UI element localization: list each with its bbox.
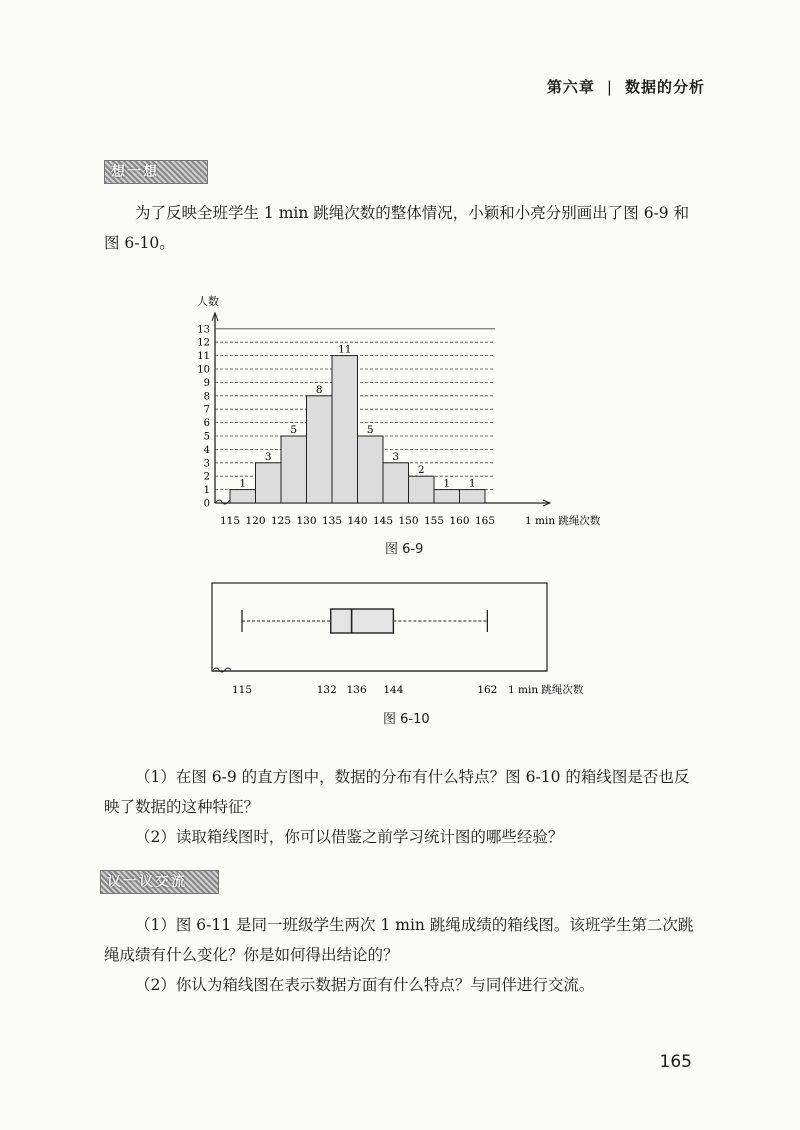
bar-value-label: 1 [443,477,451,490]
bar-value-label: 1 [468,477,476,490]
boxplot-tick-label: 136 [346,684,367,696]
y-tick-label: 1 [203,485,210,497]
header-separator: | [606,78,613,96]
section-tag-discuss: 议一议交流 [100,870,219,894]
x-tick-label: 125 [270,515,292,527]
x-tick-label: 150 [398,515,419,527]
boxplot-tick-label: 132 [316,684,337,696]
histogram-bar [460,490,486,503]
x-tick-label: 155 [423,515,445,527]
bar-value-label: 3 [392,450,400,463]
y-tick-label: 6 [203,418,210,430]
boxplot-figure [190,575,630,700]
x-tick-label: 115 [219,515,241,527]
x-tick-label: 135 [321,515,343,527]
x-tick-label: 165 [474,515,496,527]
questions-block-2 [104,910,704,1000]
histogram-bar [332,356,358,503]
page-number: 165 [659,1052,692,1072]
bar-value-label: 3 [264,450,272,463]
bar-value-label: 5 [366,424,374,436]
y-tick-label: 2 [203,471,210,483]
section-tag-think: 想一想 [104,160,208,184]
x-tick-label: 160 [449,515,470,527]
question-2-2: （2）你认为箱线图在表示数据方面有什么特点？与同伴进行交流。 [135,976,595,994]
x-tick-label: 145 [372,515,394,527]
x-tick-label: 120 [245,515,266,527]
y-tick-label: 11 [197,351,210,363]
question-1-2: （2）读取箱线图时，你可以借鉴之前学习统计图的哪些经验？ [135,828,564,846]
x-axis-label: 1 min 跳绳次数 [525,515,601,527]
y-tick-label: 12 [197,337,210,349]
y-tick-label: 0 [203,498,210,510]
y-tick-label: 5 [203,431,210,443]
boxplot-tick-label: 144 [383,684,404,696]
y-tick-label: 4 [203,444,210,456]
histogram-bar [256,463,282,503]
histogram-bar [281,436,307,503]
y-tick-label: 7 [203,404,210,416]
histogram-bar [307,396,333,503]
y-tick-label: 3 [203,458,210,470]
bar-value-label: 1 [239,477,247,490]
histogram-bar [358,436,384,503]
y-axis-label: 人数 [197,294,219,308]
bar-value-label: 11 [338,343,352,356]
figure-6-9-caption: 图 6-9 [385,542,424,557]
boxplot-tick-label: 162 [477,684,498,696]
x-tick-label: 140 [347,515,368,527]
questions-block-1 [104,762,704,852]
intro-paragraph: 为了反映全班学生 1 min 跳绳次数的整体情况，小颖和小亮分别画出了图 6-9 和图 6-10。 [104,204,690,252]
histogram-figure [190,285,630,530]
question-2-1: （1）图 6-11 是同一班级学生两次 1 min 跳绳成绩的箱线图。该班学生第二次跳绳成绩有什么变化？你是如何得出结论的？ [104,916,694,964]
iqr-box [331,609,394,633]
boxplot-x-label: 1 min 跳绳次数 [508,684,584,696]
boxplot-tick-label: 115 [231,684,253,696]
bar-value-label: 8 [315,383,323,396]
figure-6-10-caption: 图 6-10 [383,712,430,727]
histogram-bar [409,476,435,503]
y-tick-label: 10 [197,364,210,376]
bar-value-label: 2 [417,464,425,477]
y-tick-label: 8 [203,391,210,403]
chapter-label: 第六章 [546,78,595,96]
x-tick-label: 130 [296,515,317,527]
y-tick-label: 13 [197,324,210,336]
histogram-bar [434,490,460,503]
histogram-bar [230,490,256,503]
chapter-title: 数据的分析 [624,78,705,96]
histogram-bar [383,463,409,503]
y-tick-label: 9 [203,377,210,389]
question-1-1: （1）在图 6-9 的直方图中，数据的分布有什么特点？图 6-10 的箱线图是否也反映了数据的这种特征？ [104,768,690,816]
bar-value-label: 5 [290,424,298,436]
running-header [547,76,705,97]
